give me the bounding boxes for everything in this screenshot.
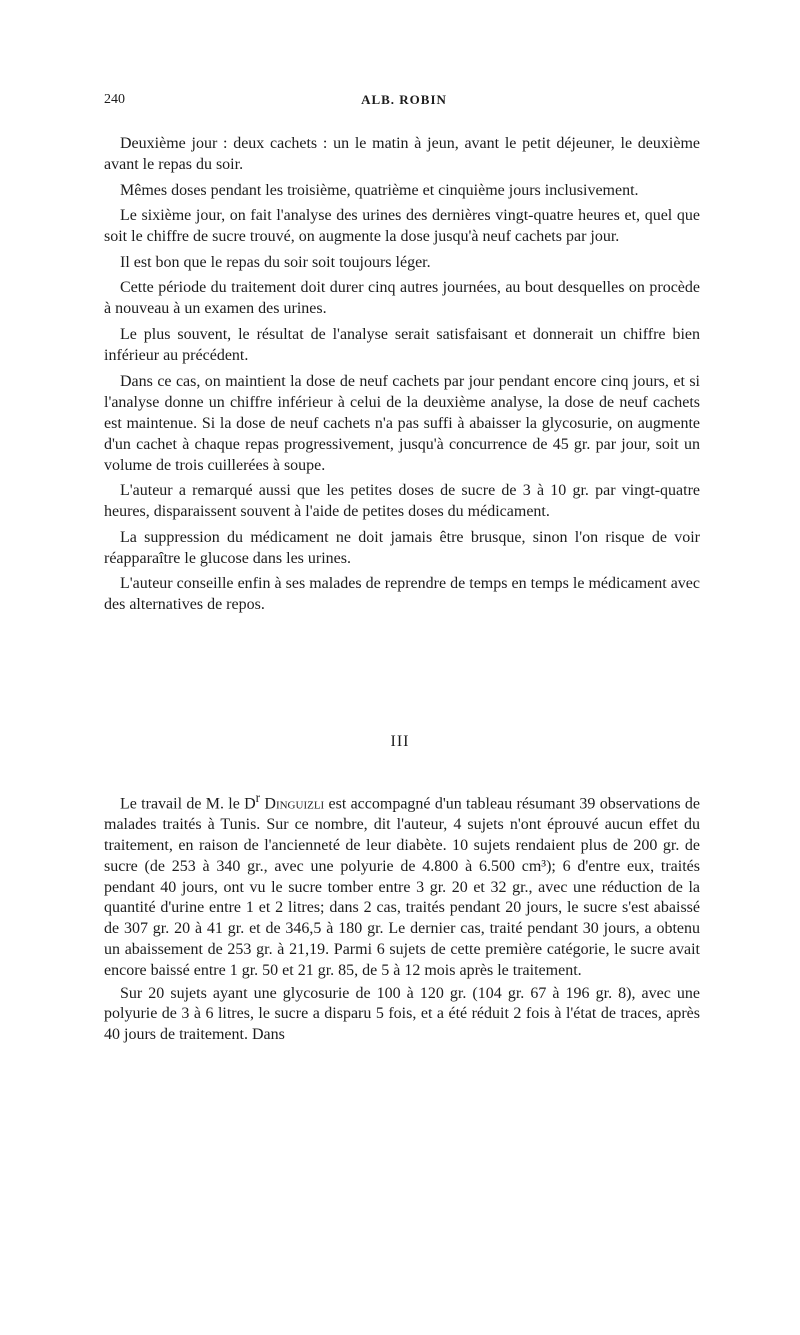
page-number: 240: [104, 92, 125, 107]
title-superscript: r: [255, 790, 261, 805]
text-block-upper: [104, 133, 700, 620]
paragraph: L'auteur conseille enfin à ses malades de reprendre de temps en temps le médicament avec des alternatives de repos.: [104, 575, 700, 614]
paragraph: Mêmes doses pendant les troisième, quatrième et cinquième jours inclusivement.: [120, 181, 639, 199]
running-title: ALB. ROBIN: [361, 92, 447, 107]
paragraph: [104, 788, 700, 982]
paragraph: Le sixième jour, on fait l'analyse des urines des dernières vingt-quatre heures et, quel que soit le chiffre de sucre trouvé, on augmente la dose jusqu'à neuf cachets par jour.: [104, 207, 700, 246]
paragraph: Sur 20 sujets ayant une glycosurie de 100 à 120 gr. (104 gr. 67 à 196 gr. 8), avec une polyurie de 3 à 6 litres, le sucre a disparu 5 fois, et a été réduit 2 fois à l'état de traces, après 40 jours de traitement. Dans: [104, 984, 700, 1044]
paragraph: Dans ce cas, on maintient la dose de neuf cachets par jour pendant encore cinq jours, et si l'analyse donne un chiffre inférieur à celui de la deuxième analyse, la dose de neuf cachets est maintenue. Si la dose de neuf cachets n'a pas suffi à abaisser la glycosurie, on augmente d'un cachet à chaque repas progressivement, jusqu'à concurrence de 45 gr. par jour, soit un volume de trois cuillerées à soupe.: [104, 372, 700, 474]
paragraph-text: Le travail de M. le D: [120, 795, 256, 813]
running-head: [104, 92, 704, 112]
paragraph-text: est accompagné d'un tableau résumant 39 observations de malades traités à Tunis. Sur ce nombre, dit l'auteur, 4 sujets n'ont éprouvé aucun effet du traitement, en raison de l'ancienneté de leur diabète. 10 sujets rendaient plus de 200 gr. de sucre (de 253 à 340 gr., avec une polyurie de 4.800 à 6.500 cm³); 6 d'entre eux, traités pendant 40 jours, ont vu le sucre tomber entre 3 gr. 20 et 32 gr., avec une réduction de la quantité d'urine entre 1 et 2 litres; dans 2 cas, traités pendant 20 jours, le sucre s'est abaissé de 307 gr. 20 à 41 gr. et de 346,5 à 180 gr. Le dernier cas, traité pendant 30 jours, a obtenu un abaissement de 253 gr. à 21,19. Parmi 6 sujets de cette première catégorie, le sucre avait encore baissé entre 1 gr. 50 et 21 gr. 85, de 5 à 12 mois après le traitement.: [104, 795, 700, 979]
author-name: Dinguizli: [264, 795, 325, 813]
paragraph: Deuxième jour : deux cachets : un le matin à jeun, avant le petit déjeuner, le deuxième avant le repas du soir.: [104, 135, 700, 173]
paragraph: La suppression du médicament ne doit jamais être brusque, sinon l'on risque de voir réapparaître le glucose dans les urines.: [104, 528, 700, 567]
section-numeral: III: [390, 733, 410, 750]
paragraph: L'auteur a remarqué aussi que les petites doses de sucre de 3 à 10 gr. par vingt-quatre heures, disparaissent souvent à l'aide de petites doses du médicament.: [104, 482, 700, 521]
paragraph: Cette période du traitement doit durer cinq autres journées, au bout desquelles on procède à nouveau à un examen des urines.: [104, 279, 700, 318]
paragraph: Il est bon que le repas du soir soit toujours léger.: [120, 253, 431, 271]
paragraph: Le plus souvent, le résultat de l'analyse serait satisfaisant et donnerait un chiffre bien inférieur au précédent.: [104, 325, 700, 364]
text-block-lower: [104, 788, 700, 1048]
